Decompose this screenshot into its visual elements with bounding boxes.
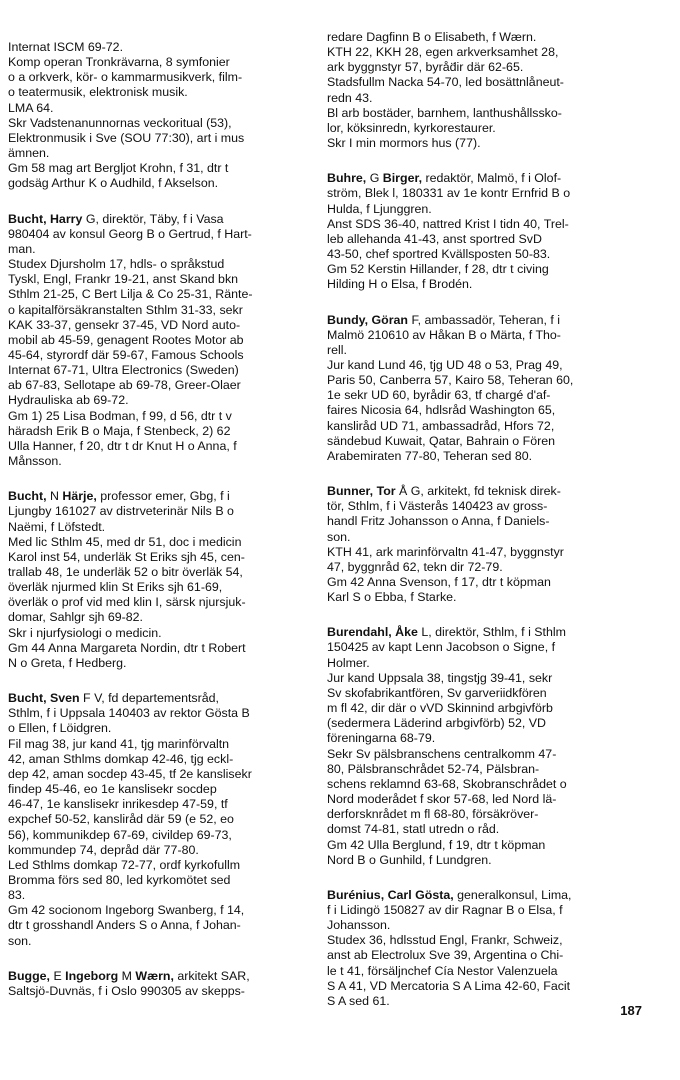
entry-line — [8, 303, 310, 318]
entry-line — [327, 994, 629, 1009]
entry-given-name: Wærn, — [135, 968, 174, 983]
entry-name: Bucht, Harry — [8, 211, 83, 226]
entry-line — [327, 202, 629, 217]
entry-text: Skr I min mormors hus (77). — [327, 136, 481, 151]
entry-text: ab 67-83, Sellotape ab 69-78, Greer-Olaer — [8, 378, 241, 393]
entry-text: rell. — [327, 342, 347, 357]
entry-text: derforsknrådet m fl 68-80, försäkröver- — [327, 807, 539, 822]
entry-line — [327, 671, 629, 686]
entry-name: Bundy, Göran — [327, 312, 408, 327]
entry-line — [327, 807, 629, 822]
entry-line — [327, 731, 629, 746]
entry-line — [327, 449, 629, 464]
entry-line — [8, 101, 310, 116]
entry-text: L, direktör, Sthlm, f i Sthlm — [417, 625, 566, 640]
entry-text: Internat ISCM 69-72. — [8, 40, 124, 54]
entry-line — [8, 318, 310, 333]
entry-text: ämnen. — [8, 146, 50, 161]
left-column — [8, 40, 310, 1019]
entry-text: Johansson. — [327, 918, 391, 933]
entry-text: Hulda, f Ljunggren. — [327, 201, 432, 216]
entry-text: Å G, arkitekt, fd teknisk direk- — [395, 484, 561, 499]
entry-text: Hilding H o Elsa, f Brodén. — [327, 277, 473, 292]
entry-line — [327, 625, 629, 640]
entry-text: Saltsjö-Duvnäs, f i Oslo 990305 av skepps- — [8, 983, 245, 998]
entry-line — [327, 701, 629, 716]
entry-line — [327, 822, 629, 837]
entry-line — [327, 91, 629, 106]
entry-line — [327, 762, 629, 777]
entry-given-name: Ingeborg — [65, 968, 119, 983]
biography-entry — [327, 313, 629, 465]
entry-text: Gm 42 Ulla Berglund, f 19, dtr t köpman — [327, 837, 546, 852]
entry-line — [8, 828, 310, 843]
entry-line — [327, 747, 629, 762]
entry-text: findep 45-46, eo 1e kanslisekr socdep — [8, 782, 217, 797]
entry-line — [8, 409, 310, 424]
entry-text: föreningarna 68-79. — [327, 731, 436, 746]
entry-text: Led Sthlms domkap 72-77, ordf kyrkofullm — [8, 857, 241, 872]
entry-line — [327, 499, 629, 514]
entry-line — [327, 903, 629, 918]
entry-text: 46-47, 1e kanslisekr inrikesdep 47-59, tf — [8, 797, 228, 812]
entry-line — [327, 888, 629, 903]
entry-text: Studex Djursholm 17, hdls- o språkstud — [8, 257, 225, 272]
entry-text: 56), kommunikdep 67-69, civildep 69-73, — [8, 827, 232, 842]
entry-text: KAK 33-37, gensekr 37-45, VD Nord auto- — [8, 317, 241, 332]
entry-text: lor, köksinredn, kyrkorestaurer. — [327, 120, 496, 135]
entry-line — [8, 535, 310, 550]
entry-line — [327, 948, 629, 963]
entry-text: tör, Sthlm, f i Västerås 140423 av gross- — [327, 499, 548, 514]
entry-text: Jur kand Lund 46, tjg UD 48 o 53, Prag 49, — [327, 357, 563, 372]
entry-text: 980404 av konsul Georg B o Gertrud, f Hart- — [8, 226, 252, 241]
entry-line — [327, 171, 629, 186]
entry-line — [327, 979, 629, 994]
entry-text: godsäg Arthur K o Audhild, f Akselson. — [8, 176, 219, 191]
entry-line — [8, 378, 310, 393]
entry-text: Karl S o Ebba, f Starke. — [327, 590, 457, 605]
entry-initial: M — [118, 968, 136, 983]
entry-text: ström, Blek l, 180331 av 1e kontr Ernfrid B o — [327, 186, 571, 201]
entry-text: m fl 42, dir där o vVD Skinnind arbgivförb — [327, 701, 553, 716]
entry-line — [8, 969, 310, 984]
entry-text: Jur kand Uppsala 38, tingstjg 39-41, sekr — [327, 670, 553, 685]
entry-text: Månsson. — [8, 454, 62, 469]
entry-text: Sthlm 21-25, C Bert Lilja & Co 25-31, Ränte- — [8, 287, 253, 302]
entry-line — [327, 777, 629, 792]
entry-text: son. — [8, 933, 32, 948]
entry-text: häradsh Erik B o Maja, f Stenbeck, 2) 62 — [8, 423, 231, 438]
entry-text: schens reklamnd 63-68, Skobranschrådet o — [327, 776, 567, 791]
entry-text: mobil ab 45-59, genagent Rootes Motor ab — [8, 332, 244, 347]
entry-name: Buhre, — [327, 171, 367, 186]
entry-text: Skr Vadstenanunnornas veckoritual (53), — [8, 115, 232, 130]
entry-text: Nord B o Gunhild, f Lundgren. — [327, 852, 492, 867]
entry-line — [327, 560, 629, 575]
entry-line — [327, 277, 629, 292]
entry-text: Malmö 210610 av Håkan B o Märta, f Tho- — [327, 327, 561, 342]
entry-text: generalkonsul, Lima, — [453, 887, 572, 902]
entry-name: Bucht, Sven — [8, 691, 80, 706]
entry-line — [8, 752, 310, 767]
entry-line — [327, 186, 629, 201]
biography-entry — [8, 40, 310, 192]
entry-line — [327, 514, 629, 529]
entry-line — [8, 656, 310, 671]
entry-line — [8, 393, 310, 408]
entry-text: Arabemiraten 77-80, Teheran sed 80. — [327, 448, 533, 463]
entry-text: domst 74-81, statl utredn o råd. — [327, 822, 500, 837]
entry-text: redaktör, Malmö, f i Olof- — [422, 171, 562, 186]
entry-text: KTH 41, ark marinförvaltn 41-47, byggnstyr — [327, 544, 564, 559]
entry-text: Gm 52 Kerstin Hillander, f 28, dtr t civing — [327, 262, 549, 277]
entry-line — [327, 686, 629, 701]
entry-line — [327, 136, 629, 151]
entry-name: Bugge, — [8, 968, 50, 983]
entry-text: 45-64, styrordf där 59-67, Famous Schools — [8, 347, 244, 362]
entry-text: Gm 58 mag art Bergljot Krohn, f 31, dtr t — [8, 161, 229, 176]
entry-line — [8, 721, 310, 736]
biography-entry — [327, 30, 629, 151]
entry-line — [8, 242, 310, 257]
entry-text: Sthlm, f i Uppsala 140403 av rektor Gösta B — [8, 706, 250, 721]
biography-entry — [8, 691, 310, 949]
entry-name: Bunner, Tor — [327, 484, 396, 499]
biography-entry — [327, 484, 629, 605]
entry-line — [8, 641, 310, 656]
entry-line — [8, 888, 310, 903]
entry-text: Internat 67-71, Ultra Electronics (Sweden) — [8, 363, 239, 378]
entry-text: överläk njurmed klin St Eriks sjh 61-69, — [8, 580, 223, 595]
entry-text: Sekr Sv pälsbranschens centralkomm 47- — [327, 746, 557, 761]
entry-line — [8, 424, 310, 439]
entry-text: Paris 50, Canberra 57, Kairo 58, Teheran 60, — [327, 373, 574, 388]
entry-line — [327, 545, 629, 560]
entry-text: Karol inst 54, underläk St Eriks sjh 45, cen- — [8, 549, 245, 564]
entry-line — [327, 964, 629, 979]
entry-line — [8, 212, 310, 227]
entry-line — [327, 343, 629, 358]
entry-text: KTH 22, KKH 28, egen arkverksamhet 28, — [327, 45, 559, 60]
entry-line — [327, 575, 629, 590]
entry-text: trallab 48, 1e underläk 52 o bitr överläk 54, — [8, 565, 243, 579]
entry-line — [327, 106, 629, 121]
entry-text: dep 42, aman socdep 43-45, tf 2e kanslisekr — [8, 766, 252, 781]
entry-line — [327, 121, 629, 136]
biography-entry — [327, 171, 629, 292]
entry-line — [8, 257, 310, 272]
entry-line — [327, 403, 629, 418]
entry-line — [327, 656, 629, 671]
entry-line — [8, 161, 310, 176]
entry-initial: E — [50, 968, 66, 983]
entry-line — [8, 782, 310, 797]
entry-initial: N — [46, 489, 63, 504]
entry-text: domar, Sahlgr sjh 69-82. — [8, 610, 143, 625]
entry-line — [8, 737, 310, 752]
right-column — [327, 30, 629, 1029]
entry-line — [8, 489, 310, 504]
entry-line — [8, 812, 310, 827]
entry-line — [8, 333, 310, 348]
entry-text: 1e sekr UD 60, byrådir 63, tf chargé d'af- — [327, 388, 551, 403]
entry-text: sändebud Kuwait, Qatar, Bahrain o Fören — [327, 433, 555, 448]
entry-text: Bl arb bostäder, barnhem, lanthushållssko- — [327, 105, 562, 120]
entry-text: son. — [327, 529, 351, 544]
entry-line — [327, 75, 629, 90]
entry-text: Hydrauliska ab 69-72. — [8, 393, 129, 408]
entry-line — [327, 60, 629, 75]
entry-name: Bucht, — [8, 489, 47, 504]
entry-text: Holmer. — [327, 655, 370, 670]
entry-line — [327, 232, 629, 247]
entry-line — [8, 918, 310, 933]
entry-line — [327, 434, 629, 449]
entry-text: le t 41, försäljnchef Cía Nestor Valenzuela — [327, 963, 558, 978]
entry-line — [327, 853, 629, 868]
biography-entry — [8, 212, 310, 470]
entry-line — [8, 858, 310, 873]
entry-line — [327, 640, 629, 655]
entry-line — [327, 933, 629, 948]
entry-line — [8, 595, 310, 610]
entry-text: Nord moderådet f skor 57-68, led Nord lä- — [327, 792, 557, 807]
entry-text: f i Lidingö 150827 av dir Ragnar B o Elsa, f — [327, 902, 563, 917]
entry-text: 150425 av kapt Lenn Jacobson o Signe, f — [327, 640, 556, 655]
entry-text: Med lic Sthlm 45, med dr 51, doc i medicin — [8, 534, 242, 549]
entry-text: man. — [8, 241, 36, 256]
entry-text: F V, fd departementsråd, — [79, 691, 219, 706]
entry-line — [8, 227, 310, 242]
entry-line — [8, 520, 310, 535]
entry-line — [8, 348, 310, 363]
entry-text: dtr t grosshandl Anders S o Anna, f Johan- — [8, 918, 241, 933]
entry-text: kansliråd UD 71, ambassadråd, Hfors 72, — [327, 418, 555, 433]
entry-text: Naëmi, f Löfstedt. — [8, 519, 106, 534]
entry-line — [8, 70, 310, 85]
page-number: 187 — [620, 1003, 642, 1018]
entry-line — [8, 176, 310, 191]
entry-text: Gm 1) 25 Lisa Bodman, f 99, d 56, dtr t v — [8, 408, 232, 423]
biography-entry — [327, 625, 629, 868]
entry-text: o kapitalförsäkranstalten Sthlm 31-33, sekr — [8, 302, 243, 317]
entry-line — [8, 580, 310, 595]
entry-text: kommundep 74, depråd där 77-80. — [8, 842, 199, 857]
entry-line — [327, 247, 629, 262]
entry-line — [327, 358, 629, 373]
entry-text: ark byggnstyr 57, byråd̈ir där 62-65. — [327, 60, 524, 75]
entry-line — [8, 903, 310, 918]
entry-line — [8, 272, 310, 287]
entry-line — [8, 934, 310, 949]
entry-text: LMA 64. — [8, 100, 54, 115]
entry-line — [8, 363, 310, 378]
entry-text: Komp operan Tronkrävarna, 8 symfonier — [8, 55, 230, 70]
entry-line — [8, 767, 310, 782]
entry-text: Gm 42 Anna Svenson, f 17, dtr t köpman — [327, 575, 551, 589]
entry-line — [8, 626, 310, 641]
entry-text: S A 41, VD Mercatoria S A Lima 42-60, Facit — [327, 978, 571, 993]
entry-text: Fil mag 38, jur kand 41, tjg marinförvaltn — [8, 736, 230, 751]
entry-text: Sv skofabrikantfören, Sv garveriidkfören — [327, 685, 547, 700]
entry-text: Ulla Hanner, f 20, dtr t dr Knut H o Anna, f — [8, 438, 237, 453]
biography-entry — [8, 489, 310, 671]
entry-line — [8, 146, 310, 161]
entry-line — [8, 287, 310, 302]
entry-line — [8, 439, 310, 454]
entry-line — [8, 706, 310, 721]
entry-text: Gm 44 Anna Margareta Nordin, dtr t Robert — [8, 640, 246, 655]
entry-text: redare Dagfinn B o Elisabeth, f Wærn. — [327, 30, 537, 44]
entry-text: (sedermera Läderind arbgivförb) 52, VD — [327, 716, 547, 731]
entry-line — [8, 610, 310, 625]
entry-line — [8, 565, 310, 580]
entry-text: Stadsfullm Nacka 54-70, led bosättnlåneut- — [327, 75, 564, 90]
entry-line — [327, 419, 629, 434]
entry-text: G, direktör, Täby, f i Vasa — [82, 211, 224, 226]
entry-text: S A sed 61. — [327, 993, 390, 1008]
entry-line — [327, 716, 629, 731]
entry-line — [327, 313, 629, 328]
entry-line — [8, 55, 310, 70]
entry-given-name: Härje, — [62, 489, 97, 504]
entry-line — [327, 328, 629, 343]
entry-text: handl Fritz Johansson o Anna, f Daniels- — [327, 514, 550, 529]
entry-line — [8, 691, 310, 706]
entry-line — [327, 918, 629, 933]
entry-line — [327, 530, 629, 545]
entry-text: 83. — [8, 888, 26, 903]
entry-line — [327, 373, 629, 388]
entry-name: Burénius, Carl Gösta, — [327, 887, 454, 902]
entry-text: Anst SDS 36-40, nattred Krist I tidn 40, Trel- — [327, 216, 569, 231]
entry-line — [8, 984, 310, 999]
entry-line — [327, 217, 629, 232]
entry-line — [327, 45, 629, 60]
entry-text: Gm 42 socionom Ingeborg Swanberg, f 14, — [8, 903, 245, 918]
entry-text: Tyskl, Engl, Frankr 19-21, anst Skand bkn — [8, 272, 239, 287]
entry-text: Elektronmusik i Sve (SOU 77:30), art i mus — [8, 130, 245, 145]
entry-line — [8, 843, 310, 858]
entry-text: anst ab Electrolux Sve 39, Argentina o Chi- — [327, 948, 564, 963]
entry-line — [327, 484, 629, 499]
entry-given-name: Birger, — [382, 171, 423, 186]
entry-name: Burendahl, Åke — [327, 625, 418, 640]
entry-text: leb allehanda 41-43, anst sportred SvD — [327, 231, 542, 246]
entry-line — [327, 388, 629, 403]
entry-text: professor emer, Gbg, f i — [96, 489, 230, 504]
entry-text: 43-50, chef sportred Kvällsposten 50-83. — [327, 247, 551, 262]
entry-text: arkitekt SAR, — [173, 968, 250, 983]
entry-text: expchef 50-52, kansliråd där 59 (e 52, eo — [8, 812, 234, 827]
entry-text: F, ambassadör, Teheran, f i — [408, 312, 560, 327]
biography-entry — [327, 888, 629, 1009]
entry-text: överläk o prof vid med klin I, särsk njursjuk- — [8, 595, 246, 610]
entry-line — [8, 40, 310, 55]
entry-text: 80, Pälsbranschrådet 52-74, Pälsbran- — [327, 761, 540, 776]
entry-line — [8, 504, 310, 519]
entry-line — [8, 873, 310, 888]
entry-text: Ljungby 161027 av distrveterinär Nils B o — [8, 504, 234, 519]
entry-text: faires Nicosia 64, hdlsråd Washington 65, — [327, 403, 556, 418]
entry-line — [8, 131, 310, 146]
entry-line — [327, 838, 629, 853]
entry-line — [327, 262, 629, 277]
entry-text: o a orkverk, kör- o kammarmusikverk, film- — [8, 70, 243, 85]
entry-text: Studex 36, hdlsstud Engl, Frankr, Schweiz, — [327, 933, 563, 948]
entry-line — [327, 590, 629, 605]
biography-entry — [8, 969, 310, 999]
entry-text: 42, aman Sthlms domkap 42-46, tjg eckl- — [8, 751, 234, 766]
entry-line — [327, 30, 629, 45]
entry-text: o teatermusik, elektronisk musik. — [8, 85, 188, 100]
entry-line — [8, 550, 310, 565]
entry-text: 47, byggnråd 62, tekn dir 72-79. — [327, 559, 503, 574]
entry-text: N o Greta, f Hedberg. — [8, 655, 127, 670]
entry-text: redn 43. — [327, 90, 373, 105]
entry-line — [8, 454, 310, 469]
entry-text: o Ellen, f Löidgren. — [8, 721, 112, 736]
entry-line — [327, 792, 629, 807]
entry-line — [8, 85, 310, 100]
entry-line — [8, 797, 310, 812]
entry-text: Bromma förs sed 80, led kyrkomötet sed — [8, 872, 231, 887]
entry-text: Skr i njurfysiologi o medicin. — [8, 625, 162, 640]
entry-initial: G — [366, 171, 383, 186]
entry-line — [8, 116, 310, 131]
